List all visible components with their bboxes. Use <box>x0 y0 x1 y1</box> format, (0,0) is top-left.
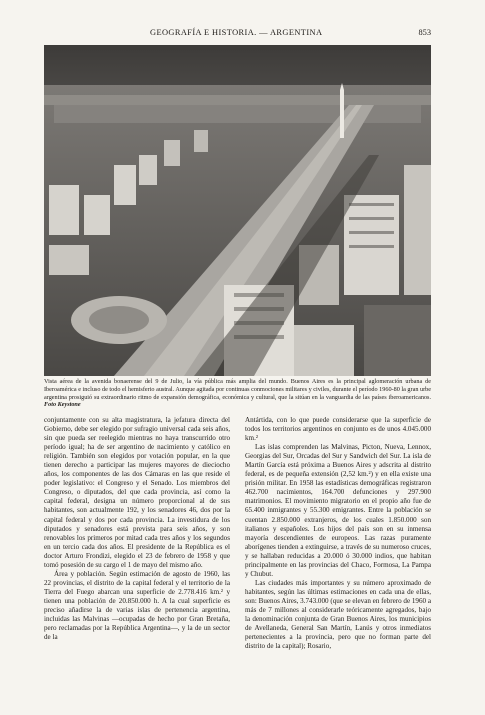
paragraph: Las ciudades más importantes y su número aproximado de habitantes, según las últimas estimaciones en cada una de ellas, son: Buenos Aires, 3.743.000 (que se elevan en febrero de 1960 a más de 7 millones al considerarle teóricamente agregados, bajo la denominación conjunta de Gran Buenos Aires, los municipios de Avellaneda, General San Martín, Lanús y otros inmediatos pertenecientes a la provincia, pero que no forman parte del distrito de la capital); Rosario, <box>245 578 431 651</box>
page-number: 853 <box>418 28 431 37</box>
aerial-city-photo <box>44 45 431 376</box>
paragraph: Área y población. Según estimación de agosto de 1960, las 22 provincias, el distrito de la capital federal y el territorio de la Tierra del Fuego abarcan una superficie de 2.778.416 km.² y tienen una población de 20.850.000 h. A la cual superficie es preciso añadirse la de varias islas de pertenencia argentina, incluidas las Malvinas —ocupadas de hecho por Gran Bretaña, pero reclamadas por la República Argentina—, y la de un sector de la <box>44 569 230 642</box>
running-title: GEOGRAFÍA E HISTORIA. — ARGENTINA <box>150 28 323 37</box>
left-column <box>44 416 230 642</box>
paragraph: Antártida, con lo que puede considerarse que la superficie de todos los territorios argentinos en conjunto es de unos 4.045.000 km.² <box>245 416 431 443</box>
paragraph: Las islas comprenden las Malvinas, Picton, Nueva, Lennox, Georgias del Sur, Orcadas del Sur y Sandwich del Sur. La isla de Martín García está próxima a Buenos Aires y adscrita al distrito federal, es de pequeña extensión (2,52 km.²) y en ella existe una prisión militar. En 1958 las estadísticas demográficas registraron 462.700 nacimientos, 164.700 defunciones y 297.900 matrimonios. El movimiento migratorio en el propio año fue de 65.400 inmigrantes y 55.300 emigrantes. Entre la población se cuentan 2.850.000 extranjeros, de los cuales 1.850.000 son italianos y españoles. Los hijos del país son en su inmensa mayoría descendientes de europeos. Las razas puramente aborígenes tienden a extinguirse, a través de su numeroso cruces, y se hallaban reducidas a 20.000 ó 30.000 indios, que habitan principalmente en las provincias del Chaco, Formosa, La Pampa y Chubut. <box>245 443 431 578</box>
right-column <box>245 416 431 651</box>
photo-caption <box>44 378 431 409</box>
photo-credit: Foto Keystone <box>44 401 81 409</box>
paragraph: conjuntamente con su alta magistratura, la jefatura directa del Gobierno, debe ser elegido por sufragio universal cada seis años, sin que pueda ser reelegido mientras no haya transcurrido otro período igual; ha de ser argentino de nacimiento y católico en religión. También son elegidos por votación popular, en la que tienen derecho a participar las mujeres mayores de dieciocho años, los componentes de las dos Cámaras en las que reside el poder legislativo: el Congreso y el Senado. Los miembros del Congreso, o diputados, del que cada provincia, así como la capital federal, designa un número proporcional al de sus habitantes, son actualmente 192, y los senadores 46, dos por la capital federal y dos por cada provincia. La investidura de los diputados y senadores está prevista para seis años, y son renovables los primeros por mitad cada tres años y los segundos en un tercio cada dos años. El presidente de la República es el doctor Arturo Frondizi, elegido el 23 de febrero de 1958 y que tomó posesión de su cargo el 1 de mayo del mismo año. <box>44 416 230 569</box>
caption-text: Vista aérea de la avenida bonaerense del 9 de Julio, la vía pública más amplia del mundo. Buenos Aires es la principal aglomeración urbana de Iberoamérica e incluso de todo el hemisferio austral. Aunque agitada por continuas conmociones militares y civiles, durante el período 1960-80 la gran urbe argentina prosiguió su extraordinario ritmo de expansión demográfica, económica y cultural, que la sitúan en la vanguardia de las países iberoamericanos. <box>44 378 431 401</box>
